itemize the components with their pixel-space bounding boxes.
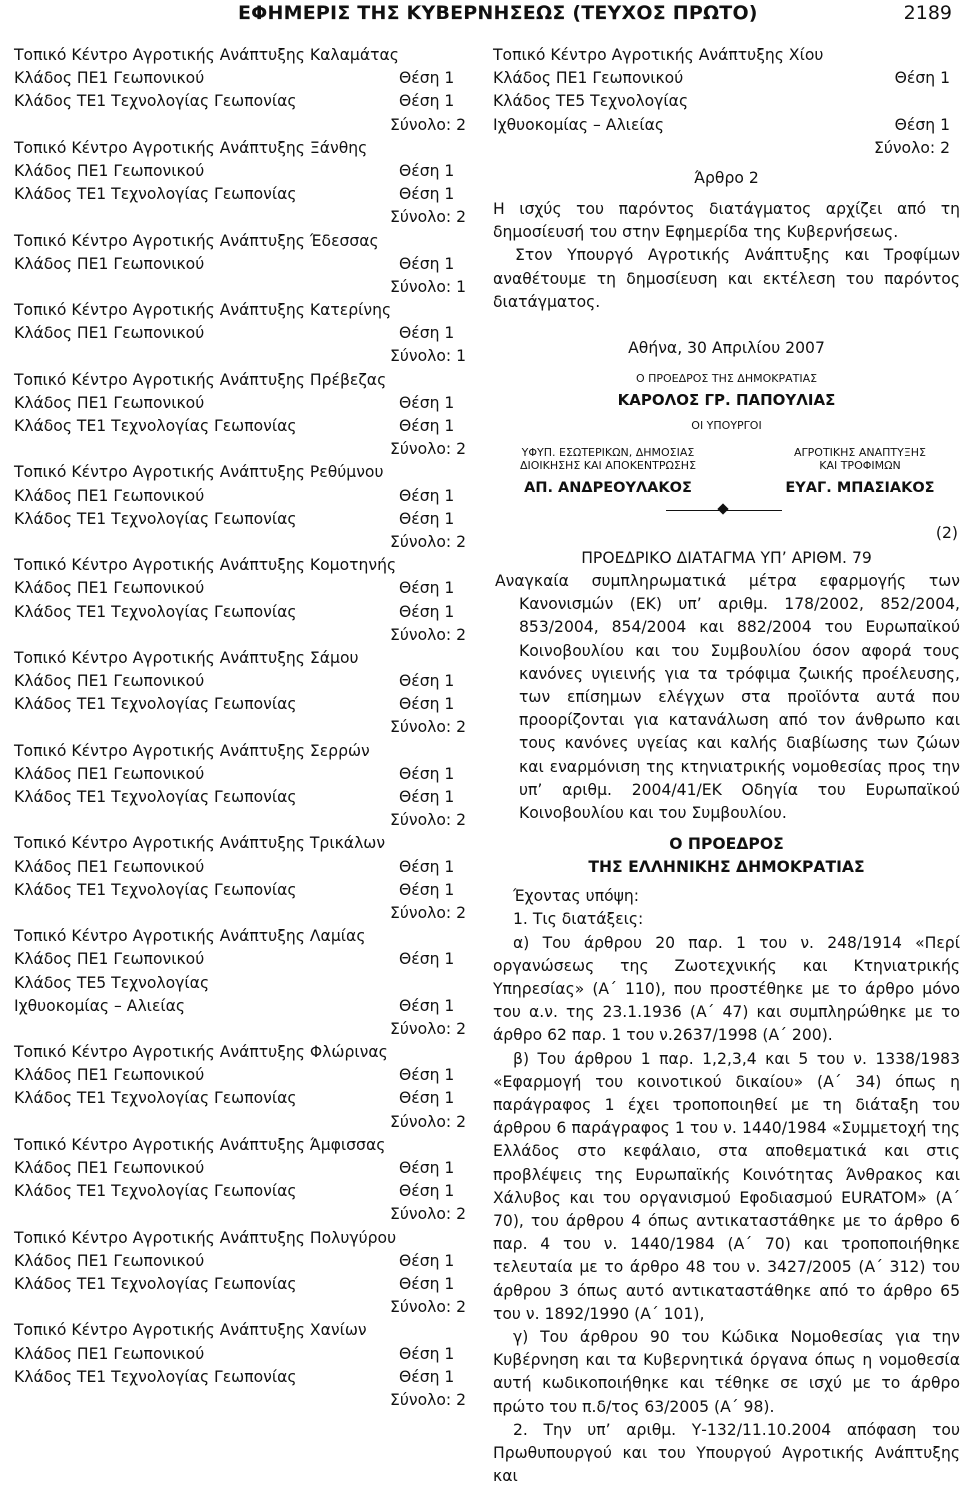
total-line: Σύνολο: 2: [390, 532, 467, 551]
centre-entry: [14, 1041, 467, 1134]
minister-title: ΑΓΡΟΤΙΚΗΣ ΑΝΑΠΤΥΞΗΣ: [794, 445, 926, 459]
total-row: [14, 902, 467, 925]
total-line: Σύνολο: 2: [390, 115, 467, 134]
position-label: Κλάδος ΠΕ1 Γεωπονικού: [14, 950, 205, 969]
position-line: [14, 1180, 460, 1203]
position-count: Θέση 1: [399, 788, 455, 806]
total-row: [14, 206, 467, 229]
position-label: Κλάδος ΤΕ1 Τεχνολογίας Γεωπονίας: [14, 509, 297, 528]
position-line: [14, 1157, 460, 1180]
centre-name: Τοπικό Κέντρο Αγροτικής Ανάπτυξης Ρεθύμνου: [14, 463, 384, 482]
total-row: [14, 1203, 467, 1226]
centre-name: Τοπικό Κέντρο Αγροτικής Ανάπτυξης Έδεσσας: [14, 231, 379, 250]
total-row: [14, 716, 467, 739]
total-row: [14, 1389, 467, 1412]
position-count: Θέση 1: [399, 602, 455, 621]
minister-name: ΑΠ. ΑΝΔΡΕΟΥΛΑΚΟΣ: [524, 479, 692, 496]
minister-signature: [493, 446, 723, 496]
position-line: [14, 90, 460, 113]
position-label: Κλάδος ΤΕ1 Τεχνολογίας Γεωπονίας: [14, 695, 297, 714]
position-count: Θέση 1: [399, 324, 455, 343]
position-label: Κλάδος ΠΕ1 Γεωπονικού: [14, 254, 205, 273]
total-line: Σύνολο: 2: [390, 718, 467, 737]
total-line: Σύνολο: 2: [390, 1298, 467, 1317]
position-label: Κλάδος ΤΕ1 Τεχνολογίας Γεωπονίας: [14, 1182, 297, 1201]
position-count: Θέση 1: [399, 1182, 455, 1201]
position-count: Θέση 1: [399, 579, 455, 598]
total-line: Σύνολο: 2: [390, 208, 467, 227]
position-label: Κλάδος ΠΕ1 Γεωπονικού: [14, 324, 205, 343]
centre-name: Τοπικό Κέντρο Αγροτικής Ανάπτυξης Σάμου: [14, 648, 359, 667]
position-count: Θέση 1: [399, 1089, 455, 1108]
position-line: [493, 67, 960, 90]
position-count: Θέση 1: [894, 69, 950, 88]
position-count: Θέση 1: [399, 1066, 455, 1085]
position-label: Κλάδος ΤΕ1 Τεχνολογίας Γεωπονίας: [14, 185, 297, 204]
ministers-label: ΟΙ ΥΠΟΥΡΓΟΙ: [691, 418, 762, 432]
decree-subject: Αναγκαία συμπληρωματικά μέτρα εφαρμογής των Κανονισμών (ΕΚ) υπ’ αριθμ. 178/2002, 852/2004, 853/2004, 854/2004 και 882/2004 του Ευρωπαϊκού Κοινοβουλίου και του Συμβουλίου όσον αφορά τους κανόνες υγιεινής για τα τρόφιμα ζωικής προέλευσης, των επίσημων ελέγχων στα προϊόντα αυτά που προορίζονται για κατανάλωση από τον άνθρωπο και τους κανόνες υγείας και καλής διαβίωσης των ζώων και εναρμόνιση της κτηνιατρικής νομοθεσίας προς την υπ’ αριθμ. 2004/41/ΕΚ Οδηγία του Ευρωπαϊκού Κοινοβουλίου και του Συμβουλίου.: [495, 571, 960, 822]
position-count: Θέση 1: [399, 880, 455, 899]
centre-entry: [14, 230, 467, 300]
total-line: Σύνολο: 2: [390, 440, 467, 459]
position-label: Κλάδος ΠΕ1 Γεωπονικού: [14, 1159, 205, 1177]
preamble-heading: ΤΗΣ ΕΛΛΗΝΙΚΗΣ ΔΗΜΟΚΡΑΤΙΑΣ: [588, 858, 865, 877]
centre-name: Τοπικό Κέντρο Αγροτικής Ανάπτυξης Κατερίνης: [14, 301, 392, 320]
centre-entry: [14, 832, 467, 925]
total-row: [14, 1296, 467, 1319]
decree-title: ΠΡΟΕΔΡΙΚΟ ΔΙΑΤΑΓΜΑ ΥΠ’ ΑΡΙΘΜ. 79: [581, 548, 872, 567]
left-column: [14, 44, 467, 1412]
position-label: Κλάδος ΤΕ5 Τεχνολογίας: [14, 973, 210, 992]
place-date: Αθήνα, 30 Απριλίου 2007: [628, 338, 825, 357]
position-line: [14, 1273, 460, 1296]
preamble-paragraph: γ) Του άρθρου 90 του Κώδικα Νομοθεσίας για την Κυβέρνηση και τα Κυβερνητικά όργανα όπως η νομοθεσία αυτή κωδικοποιήθηκε και τέθηκε σε ισχύ με το άρθρο πρώτο του π.δ/τος 63/2005 (Α΄ 98).: [493, 1328, 960, 1416]
position-label: Κλάδος ΠΕ1 Γεωπονικού: [14, 393, 205, 412]
position-line: [14, 67, 460, 90]
centre-entry: [14, 44, 467, 137]
centre-entry: [14, 1319, 467, 1412]
position-label: Κλάδος ΠΕ1 Γεωπονικού: [14, 161, 205, 180]
position-count: Θέση 1: [399, 1367, 455, 1386]
centre-entry: [14, 369, 467, 462]
position-line: [14, 763, 460, 786]
position-line: [14, 670, 460, 693]
position-label: Κλάδος ΠΕ1 Γεωπονικού: [14, 69, 205, 88]
article-paragraph: Η ισχύς του παρόντος διατάγματος αρχίζει από τη δημοσίευσή του στην Εφημερίδα της Κυβερνήσεως.: [493, 199, 960, 242]
position-label: Κλάδος ΠΕ1 Γεωπονικού: [14, 857, 205, 876]
centre-entry: [14, 554, 467, 647]
position-label: Κλάδος ΤΕ1 Τεχνολογίας Γεωπονίας: [14, 417, 297, 435]
total-line: Σύνολο: 2: [390, 1205, 467, 1224]
centre-name: Τοπικό Κέντρο Αγροτικής Ανάπτυξης Καλαμάτας: [14, 46, 399, 64]
position-label: Κλάδος ΠΕ1 Γεωπονικού: [14, 1344, 205, 1363]
centre-entry: [14, 740, 467, 833]
centre-name: Τοπικό Κέντρο Αγροτικής Ανάπτυξης Άμφισσας: [14, 1135, 386, 1154]
total-line: Σύνολο: 2: [390, 1019, 467, 1038]
total-line: Σύνολο: 2: [873, 138, 950, 157]
total-row: [14, 531, 467, 554]
minister-title: ΥΦΥΠ. ΕΣΩΤΕΡΙΚΩΝ, ΔΗΜΟΣΙΑΣ: [521, 445, 695, 459]
total-line: Σύνολο: 2: [390, 903, 467, 922]
centre-name: Τοπικό Κέντρο Αγροτικής Ανάπτυξης Φλώρινας: [14, 1043, 388, 1062]
centre-entry: [14, 925, 467, 1041]
centre-name: Τοπικό Κέντρο Αγροτικής Ανάπτυξης Σερρών: [14, 741, 370, 760]
position-line: [14, 601, 460, 624]
centre-name: Τοπικό Κέντρο Αγροτικής Ανάπτυξης Χανίων: [14, 1321, 367, 1340]
minister-signature: [760, 446, 960, 496]
position-count: Θέση 1: [399, 672, 455, 691]
position-line: [14, 392, 460, 415]
preamble-paragraph: α) Του άρθρου 20 παρ. 1 του ν. 248/1914 «Περί οργανώσεως της Ζωοτεχνικής και Κτηνιατρικής Υπηρεσίας» (Α΄ 110), που προστέθηκε με το άρθρο μόνο του α.ν. της 23.1.1936 (Α΄ 47) και συμπληρώθηκε με το άρθρο 62 παρ. 1 του ν.2637/1998 (Α΄ 200).: [493, 933, 960, 1045]
position-label: Ιχθυοκομίας – Αλιείας: [14, 996, 186, 1015]
position-label: Κλάδος ΤΕ5 Τεχνολογίας: [493, 92, 689, 111]
position-line: [14, 1087, 460, 1110]
total-row: [14, 809, 467, 832]
centre-entry: [14, 1227, 467, 1320]
position-line: [14, 1064, 460, 1087]
position-line: [14, 995, 460, 1018]
position-line: [14, 879, 460, 902]
position-line: [14, 1343, 460, 1366]
position-count: Θέση 1: [399, 695, 455, 714]
centre-name: Τοπικό Κέντρο Αγροτικής Ανάπτυξης Πρέβεζας: [14, 370, 387, 389]
position-count: Θέση 1: [399, 92, 455, 111]
position-line: [14, 253, 460, 276]
centre-entry: [14, 299, 467, 369]
centre-name: Τοπικό Κέντρο Αγροτικής Ανάπτυξης Λαμίας: [14, 927, 366, 946]
centre-entry: [14, 647, 467, 740]
preamble-heading: Ο ΠΡΟΕΔΡΟΣ: [669, 835, 784, 854]
position-count: Θέση 1: [399, 185, 455, 204]
centre-entry: [14, 137, 467, 230]
page-number: 2189: [903, 2, 952, 24]
position-label: Κλάδος ΤΕ1 Τεχνολογίας Γεωπονίας: [14, 602, 297, 621]
position-line: [14, 1366, 460, 1389]
position-label: Κλάδος ΠΕ1 Γεωπονικού: [14, 579, 205, 598]
total-row: [14, 438, 467, 461]
position-line: [14, 183, 460, 206]
position-count: Θέση 1: [399, 1344, 455, 1363]
position-count: Θέση 1: [399, 486, 455, 505]
position-line: [14, 972, 460, 995]
position-count: Θέση 1: [399, 509, 455, 528]
centre-name: Τοπικό Κέντρο Αγροτικής Ανάπτυξης Κομοτηνής: [14, 556, 397, 575]
position-count: Θέση 1: [399, 857, 455, 876]
position-line: [493, 114, 960, 137]
position-line: [14, 1250, 460, 1273]
position-label: Κλάδος ΤΕ1 Τεχνολογίας Γεωπονίας: [14, 788, 297, 806]
president-label: Ο ΠΡΟΕΔΡΟΣ ΤΗΣ ΔΗΜΟΚΡΑΤΙΑΣ: [635, 371, 818, 385]
preamble-text: 1. Τις διατάξεις:: [513, 910, 644, 929]
total-line: Σύνολο: 1: [390, 347, 467, 366]
position-label: Κλάδος ΤΕ1 Τεχνολογίας Γεωπονίας: [14, 1089, 297, 1108]
total-line: Σύνολο: 2: [390, 811, 467, 830]
position-label: Κλάδος ΠΕ1 Γεωπονικού: [14, 486, 205, 505]
position-count: Θέση 1: [399, 996, 455, 1015]
position-label: Κλάδος ΤΕ1 Τεχνολογίας Γεωπονίας: [14, 1367, 297, 1386]
position-count: Θέση 1: [399, 417, 455, 435]
position-count: Θέση 1: [399, 1159, 455, 1177]
total-row: [14, 1018, 467, 1041]
position-label: Ιχθυοκομίας – Αλιείας: [493, 115, 665, 134]
total-line: Σύνολο: 2: [390, 1112, 467, 1131]
position-count: Θέση 1: [399, 254, 455, 273]
president-name: ΚΑΡΟΛΟΣ ΓΡ. ΠΑΠΟΥΛΙΑΣ: [617, 390, 836, 409]
position-line: [14, 693, 460, 716]
position-line: [14, 485, 460, 508]
position-label: Κλάδος ΠΕ1 Γεωπονικού: [14, 764, 205, 783]
centre-entry: [14, 1134, 467, 1227]
total-row: [14, 624, 467, 647]
centre-entry: [14, 461, 467, 554]
position-line: [14, 415, 460, 438]
position-label: Κλάδος ΤΕ1 Τεχνολογίας Γεωπονίας: [14, 880, 297, 899]
gazette-title: ΕΦΗΜΕΡΙΣ ΤΗΣ ΚΥΒΕΡΝΗΣΕΩΣ (ΤΕΥΧΟΣ ΠΡΩΤΟ): [238, 2, 758, 24]
position-count: Θέση 1: [399, 161, 455, 180]
article-paragraph: Στον Υπουργό Αγροτικής Ανάπτυξης και Τροφίμων αναθέτουμε τη δημοσίευση και εκτέλεση του παρόντος διατάγματος.: [493, 246, 960, 311]
right-column: [493, 44, 960, 1488]
position-count: Θέση 1: [399, 1251, 455, 1270]
position-line: [14, 577, 460, 600]
total-line: Σύνολο: 2: [390, 1390, 467, 1409]
total-row: [14, 1111, 467, 1134]
position-label: Κλάδος ΤΕ1 Τεχνολογίας Γεωπονίας: [14, 92, 297, 111]
preamble-paragraph: 2. Την υπ’ αριθμ. Υ-132/11.10.2004 απόφαση του Πρωθυπουργού και του Υπουργού Αγροτικής Ανάπτυξης και: [493, 1420, 960, 1486]
total-row: [14, 345, 467, 368]
position-count: Θέση 1: [399, 1274, 455, 1293]
section-divider: [493, 502, 960, 518]
position-label: Κλάδος ΠΕ1 Γεωπονικού: [493, 69, 684, 88]
preamble-text: Έχοντας υπόψη:: [513, 887, 640, 906]
total-line: Σύνολο: 1: [390, 277, 467, 296]
position-line: [14, 322, 460, 345]
footnote-mark: (2): [935, 523, 958, 542]
position-line: [14, 856, 460, 879]
centre-name: Τοπικό Κέντρο Αγροτικής Ανάπτυξης Πολυγύρου: [14, 1228, 397, 1247]
position-count: Θέση 1: [399, 393, 455, 412]
position-count: Θέση 1: [399, 69, 455, 88]
position-line: [14, 508, 460, 531]
preamble-paragraph: β) Του άρθρου 1 παρ. 1,2,3,4 και 5 του ν. 1338/1983 «Εφαρμογή του κοινοτικού δικαίου» (Α΄ 34) όπως η παράγραφος 1 έχει τροποποιηθεί με τη διάταξη του άρθρου 6 παράγραφος 1 του ν. 1440/1984 «Συμμετοχή της Ελλάδος στο κεφάλαιο, στα αποθεματικά και στις προβλέψεις της Ευρωπαϊκής Κοινότητας Άνθρακος και Χάλυβος και του οργανισμού Εφοδιασμού EURATOM» (Α΄ 70), του άρθρου 4 όπως αντικαταστάθηκε με το άρθρο 6 παρ. 4 του ν. 1440/1984 (Α΄ 70) και τροποποιήθηκε τελευταία με το άρθρο 48 του ν. 3427/2005 (Α΄ 312) του άρθρου 3 όπως αυτό αντικαταστάθηκε από το άρθρο 65 του ν. 1892/1990 (Α΄ 101),: [493, 1049, 960, 1323]
position-line: [14, 786, 460, 809]
page-header: [0, 0, 960, 30]
position-label: Κλάδος ΤΕ1 Τεχνολογίας Γεωπονίας: [14, 1274, 297, 1293]
total-line: Σύνολο: 2: [390, 625, 467, 644]
position-line: [14, 160, 460, 183]
minister-signatures: [493, 446, 960, 496]
minister-title: ΚΑΙ ΤΡΟΦΙΜΩΝ: [819, 458, 901, 472]
total-row: [14, 276, 467, 299]
article-heading: Άρθρο 2: [694, 168, 759, 187]
position-count: Θέση 1: [399, 764, 455, 783]
minister-title: ΔΙΟΙΚΗΣΗΣ ΚΑΙ ΑΠΟΚΕΝΤΡΩΣΗΣ: [519, 458, 697, 472]
centre-name: Τοπικό Κέντρο Αγροτικής Ανάπτυξης Ξάνθης: [14, 138, 368, 157]
position-label: Κλάδος ΠΕ1 Γεωπονικού: [14, 1251, 205, 1270]
total-row: [14, 114, 467, 137]
chios-centre: Τοπικό Κέντρο Αγροτικής Ανάπτυξης Χίου: [493, 46, 824, 64]
minister-name: ΕΥΑΓ. ΜΠΑΣΙΑΚΟΣ: [785, 479, 935, 496]
position-count: Θέση 1: [894, 115, 950, 134]
position-line: [14, 948, 460, 971]
position-label: Κλάδος ΠΕ1 Γεωπονικού: [14, 1066, 205, 1085]
centre-name: Τοπικό Κέντρο Αγροτικής Ανάπτυξης Τρικάλων: [14, 834, 386, 853]
position-label: Κλάδος ΠΕ1 Γεωπονικού: [14, 672, 205, 691]
position-count: Θέση 1: [399, 950, 455, 969]
